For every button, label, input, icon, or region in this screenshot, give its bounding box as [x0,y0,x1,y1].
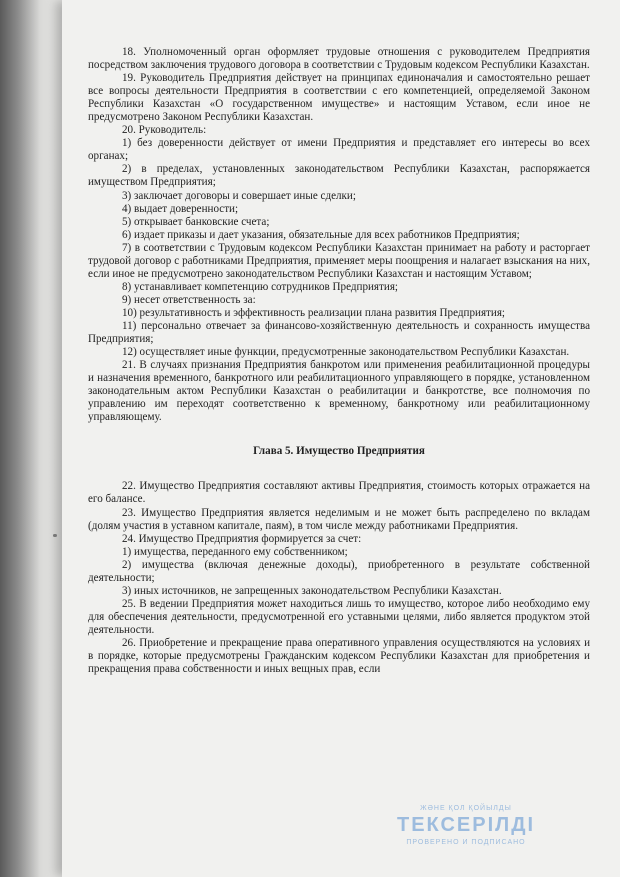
list-item-20-10: 10) результативность и эффективность реализации плана развития Предприятия; [122,306,506,319]
stamp-bottom-text: ПРОВЕРЕНО И ПОДПИСАНО [406,839,526,846]
list-item-20-6: 6) издает приказы и дает указания, обязательные для всех работников Предприятия; [122,228,520,241]
paragraph-18: 18. Уполномоченный орган оформляет трудовые отношения с руководителем Предприятия посредством заключения трудового договора в соответствии с Трудовым кодексом Республики Казахстан. [88,46,590,72]
list-item-24-2: 2) имущества (включая денежные доходы), приобретенного в результате собственной деятельности; [88,558,590,584]
list-item-20-7: 7) в соответствии с Трудовым кодексом Республики Казахстан принимает на работу и расторгает трудовой договор с работниками Предприятия, применяет меры поощрения и налагает взыскания на них, если иное не предусмотрено законодательством Республики Казахстан и настоящим Уставом; [88,241,590,280]
scan-speck [53,534,57,537]
list-item-20-1: 1) без доверенности действует от имени Предприятия и представляет его интересы во всех органах; [88,137,590,163]
stamp-main-text: ТЕКСЕРІЛДІ [396,814,536,836]
paragraph-22: 22. Имущество Предприятия составляют активы Предприятия, стоимость которых отражается на его балансе. [88,480,590,506]
list-item-20-8: 8) устанавливает компетенцию сотрудников Предприятия; [122,280,398,293]
list-item-24-1: 1) имущества, переданного ему собственником; [122,545,348,558]
list-item-24-3: 3) иных источников, не запрещенных законодательством Республики Казахстан. [122,584,502,597]
list-item-20-11: 11) персонально отвечает за финансово-хозяйственную деятельность и сохранность имущества Предприятия; [88,319,590,346]
paragraph-21: 21. В случаях признания Предприятия банкротом или применения реабилитационной процедуры и назначения временного, банкротного или реабилитационного управляющего в порядке, установленном законодательным актом Республики Казахстан о реабилитации и банкротстве, все полномочия по управлению им переходят соответственно к временному, банкротному или реабилитационному управляющему. [88,359,590,424]
paragraph-23: 23. Имущество Предприятия является неделимым и не может быть распределено по вкладам (долям участия в уставном капитале, паям), в том числе между работниками Предприятия. [88,506,590,532]
verification-stamp [392,805,540,865]
list-item-20-2: 2) в пределах, установленных законодательством Республики Казахстан, распоряжается имуществом Предприятия; [88,163,590,189]
document-body [88,46,590,676]
paragraph-20: 20. Руководитель: [122,124,207,137]
list-item-20-5: 5) открывает банковские счета; [122,215,270,228]
stamp-top-text: ЖӘНЕ ҚОЛ ҚОЙЫЛДЫ [420,805,512,812]
chapter-heading: Глава 5. Имущество Предприятия [253,445,425,458]
paragraph-24: 24. Имущество Предприятия формируется за счет: [122,532,362,545]
list-item-20-4: 4) выдает доверенности; [122,202,239,215]
list-item-20-9: 9) несет ответственность за: [122,293,256,306]
paragraph-26: 26. Приобретение и прекращение права оперативного управления осуществляются на условиях и в порядке, которые предусмотрены Гражданским кодексом Республики Казахстан для приобретения и прекращения права собственности и иных вещных прав, если [88,636,590,676]
paragraph-19: 19. Руководитель Предприятия действует на принципах единоначалия и самостоятельно решает все вопросы деятельности Предприятия в соответствии с его компетенцией, определяемой Законом Республики Казахстан «О государственном имуществе» и настоящим Уставом, если иное не предусмотрено Законом Республики Казахстан. [88,72,590,124]
list-item-20-12: 12) осуществляет иные функции, предусмотренные законодательством Республики Казахстан. [122,346,570,359]
list-item-20-3: 3) заключает договоры и совершает иные сделки; [122,189,356,202]
paragraph-25: 25. В ведении Предприятия может находиться лишь то имущество, которое либо необходимо ему для обеспечения деятельности, предусмотренной его уставными целями, либо является продуктом этой деятельности. [88,597,590,636]
